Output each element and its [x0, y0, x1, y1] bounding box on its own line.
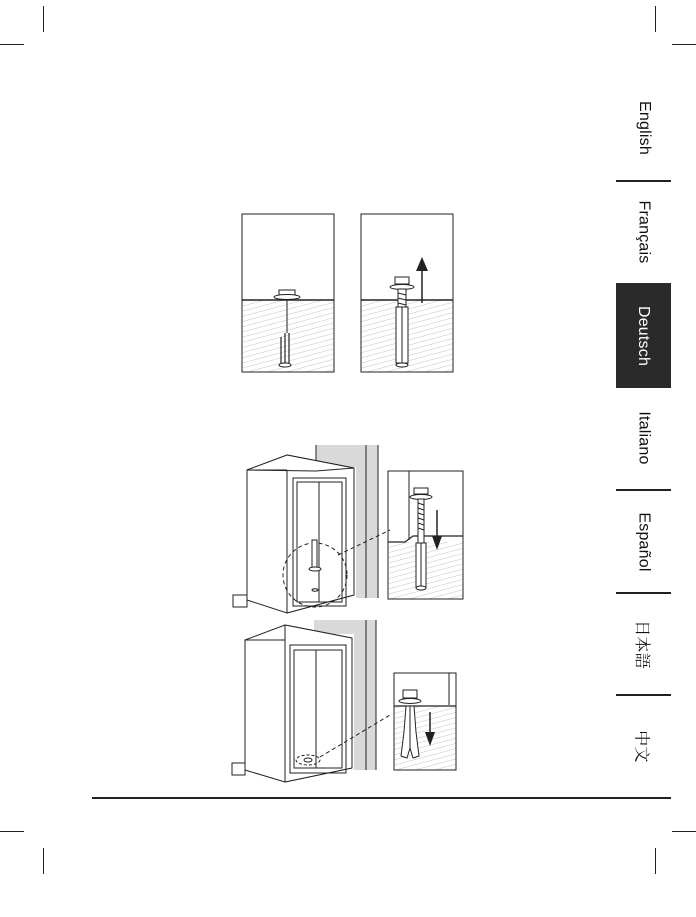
tab-label: 中文: [633, 729, 650, 763]
crop-mark-top-left-h: [0, 44, 24, 45]
tab-label: Italiano: [635, 411, 653, 465]
crop-mark-bottom-right-v: [655, 848, 656, 874]
footer-rule: [92, 797, 671, 799]
tab-label: Français: [635, 200, 653, 264]
tab-label: 日本語: [632, 619, 650, 669]
bolt-tighten-detail-figure: [393, 672, 459, 772]
anchor-pull-out-figure: [360, 213, 455, 373]
tab-japanese[interactable]: [616, 594, 671, 694]
tab-label: English: [635, 101, 653, 155]
anchor-before-figure: [241, 213, 336, 373]
tab-label: Deutsch: [635, 305, 653, 366]
tab-espanol[interactable]: [616, 491, 671, 592]
tab-francais[interactable]: [616, 182, 671, 282]
crop-mark-bottom-left-h: [0, 831, 24, 832]
tab-chinese[interactable]: [616, 696, 671, 796]
tab-english[interactable]: [616, 76, 671, 180]
crop-mark-top-left-v: [43, 6, 44, 32]
crop-mark-bottom-left-v: [43, 848, 44, 874]
tab-deutsch[interactable]: [616, 283, 671, 388]
crop-mark-bottom-right-h: [672, 831, 696, 832]
tab-italiano[interactable]: [616, 388, 671, 488]
crop-mark-top-right-v: [655, 6, 656, 32]
tab-label: Español: [635, 511, 653, 572]
crop-mark-top-right-h: [672, 44, 696, 45]
bolt-insert-detail-figure: [387, 470, 465, 600]
arrow-up-icon: [416, 257, 428, 303]
